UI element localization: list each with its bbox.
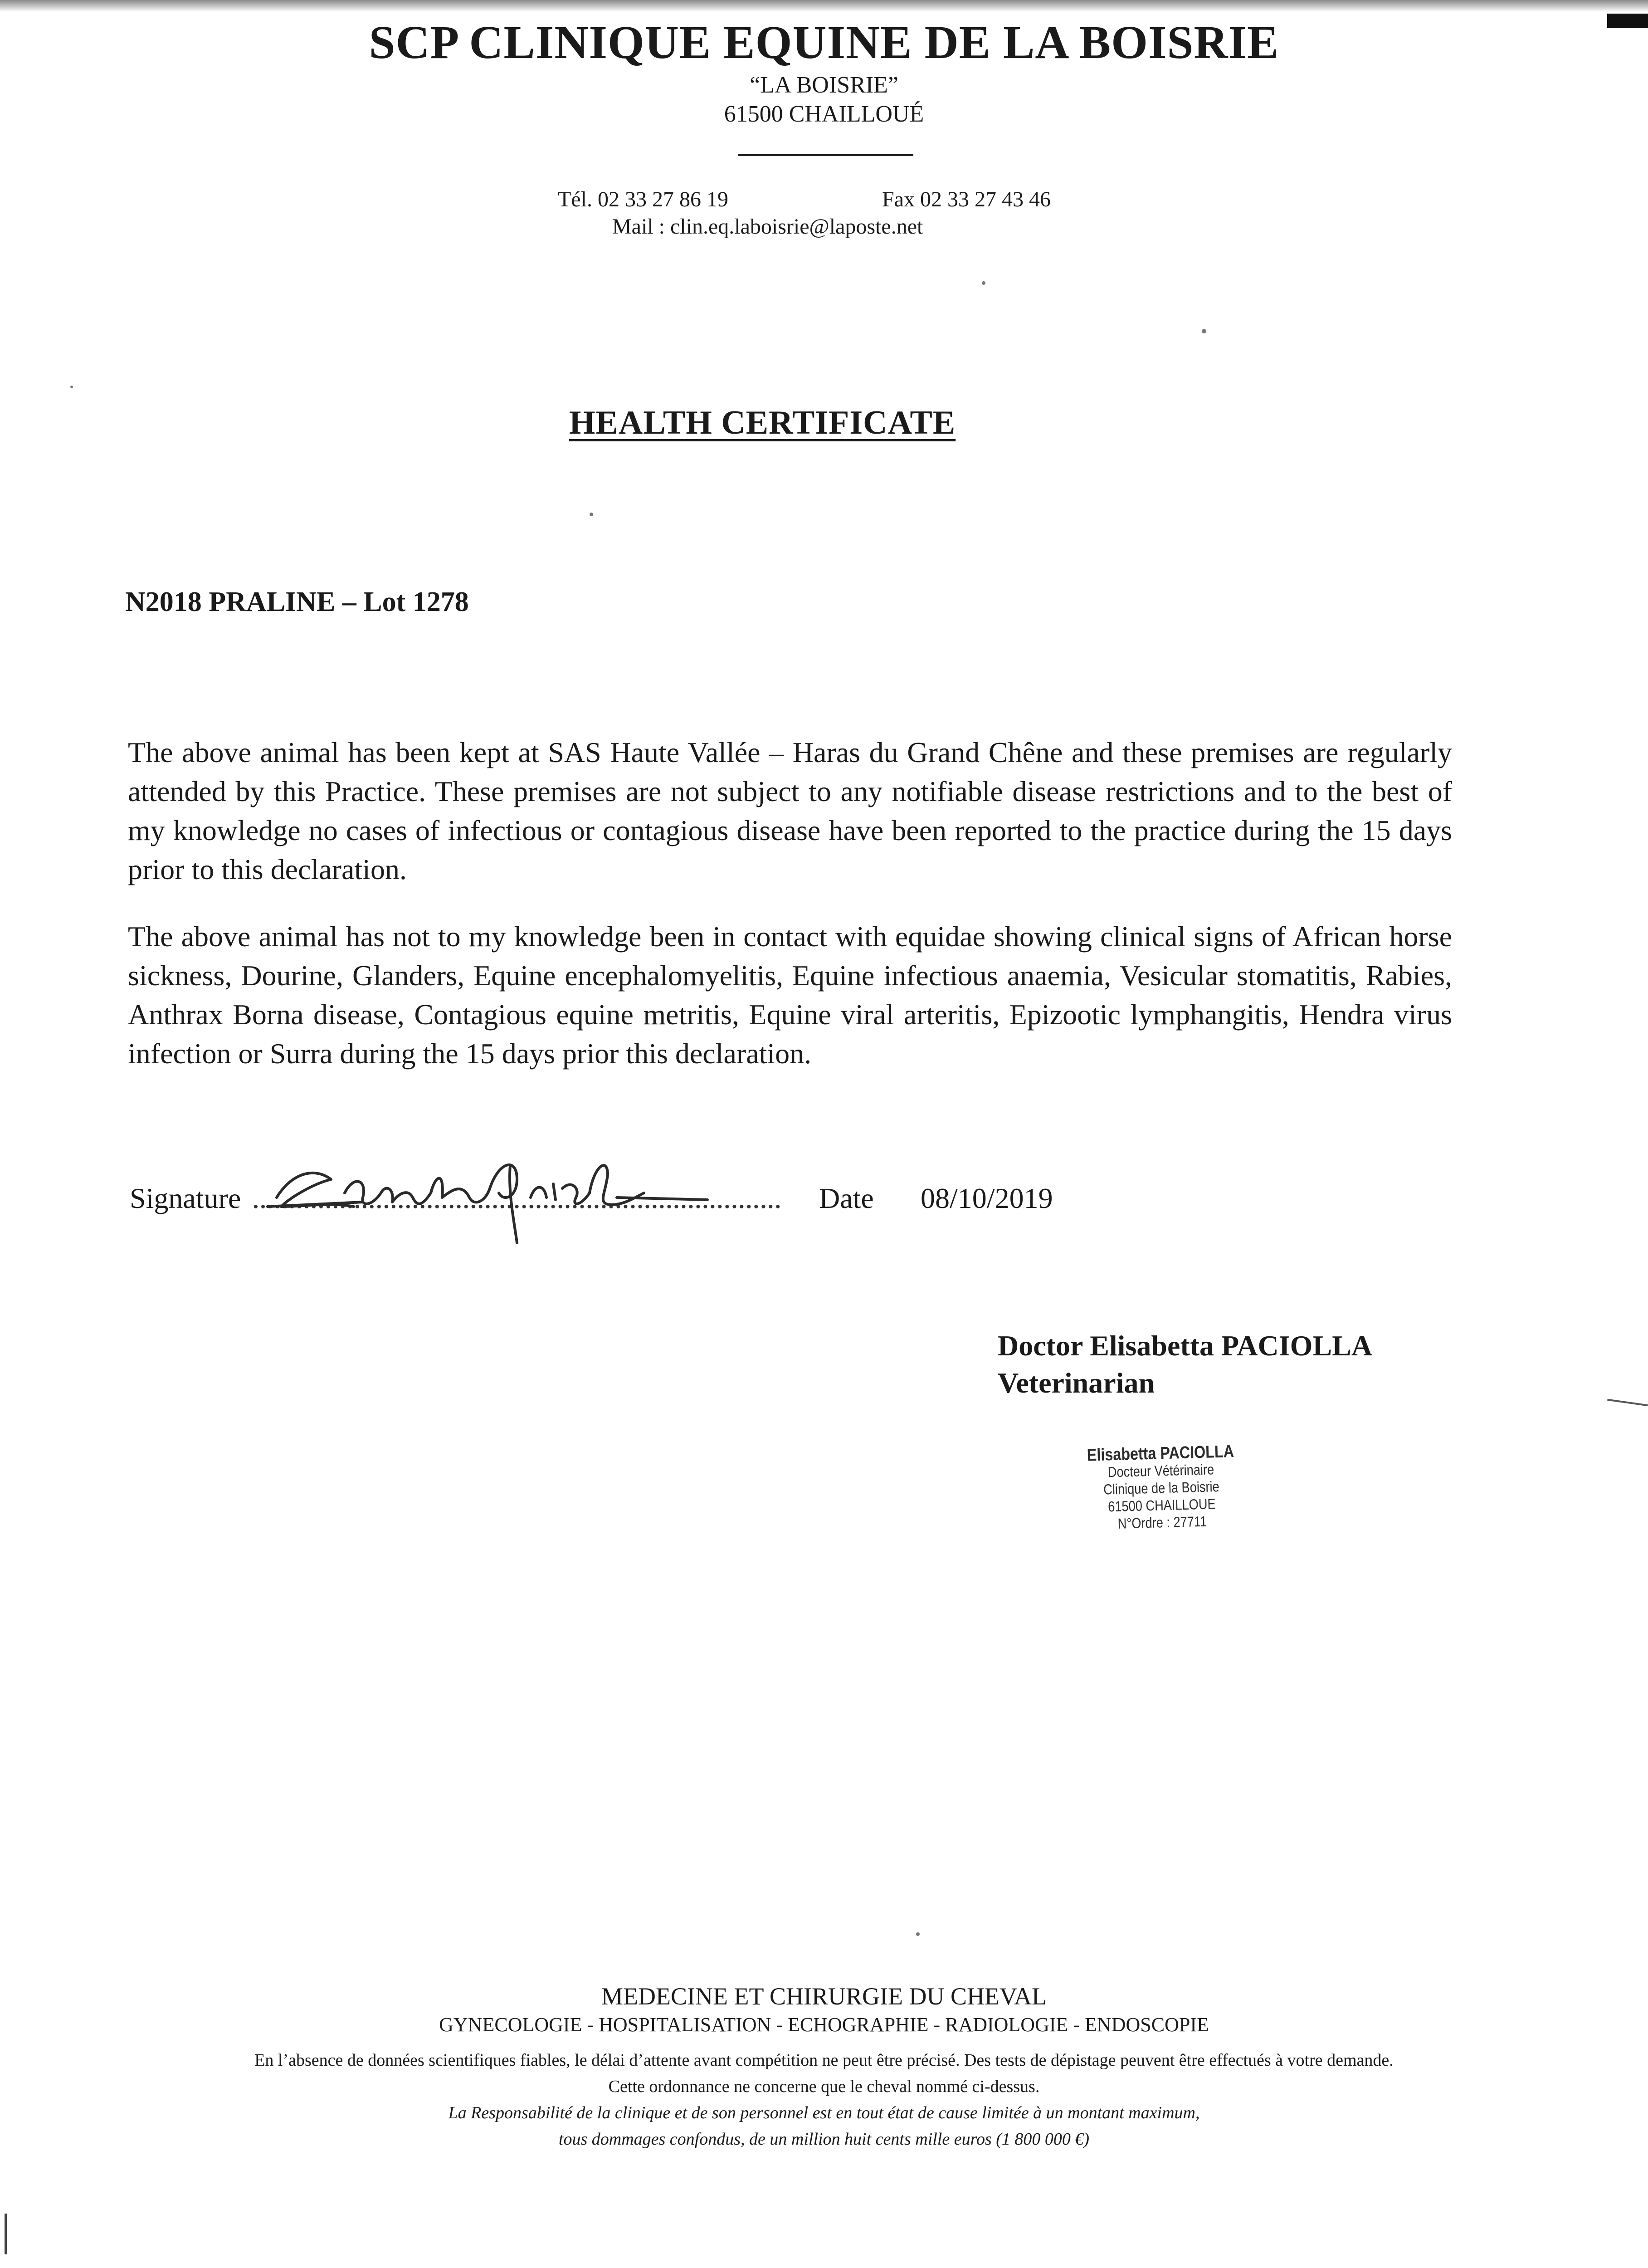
scan-speck (982, 281, 985, 285)
animal-identifier: N2018 PRALINE – Lot 1278 (125, 587, 469, 617)
clinic-location: “LA BOISRIE” (750, 72, 898, 98)
stamp-city: 61500 CHAILLOUE (1107, 1496, 1216, 1515)
scan-speck (70, 386, 73, 388)
stamp-title: Docteur Vétérinaire (1107, 1461, 1214, 1481)
body-paragraph-contact: The above animal has not to my knowledge been in contact with equidae showing clinical signs of African horse sickness, Dourine, Glanders, Equine encephalomyelitis, Equine infectious anaemia, Vesicular stomatitis, Rabies, Anthrax Borna disease, Contagious equine metritis, Equine viral arteritis, Epizootic lymphangitis, Hendra virus infection or Surra during the 15 days prior this declaration. (128, 920, 1452, 1070)
stamp-clinic: Clinique de la Boisrie (1103, 1478, 1220, 1498)
footer-services: GYNECOLOGIE - HOSPITALISATION - ECHOGRAPHIE - RADIOLOGIE - ENDOSCOPIE (439, 2014, 1209, 2036)
clinic-phone: Tél. 02 33 27 86 19 (558, 187, 728, 211)
scan-left-mark (5, 2214, 7, 2254)
date-value: 08/10/2019 (921, 1182, 1053, 1214)
signature-label: Signature (130, 1182, 241, 1214)
footer-liability-amount: tous dommages confondus, de un million huit cents mille euros (1 800 000 €) (558, 2130, 1090, 2149)
date-label: Date (819, 1182, 874, 1214)
clinic-fax: Fax 02 33 27 43 46 (882, 187, 1051, 211)
page-title: HEALTH CERTIFICATE (569, 404, 956, 441)
footer-prescription-note: Cette ordonnance ne concerne que le cheval nommé ci-dessus. (608, 2077, 1040, 2096)
body-paragraph-premises: The above animal has been kept at SAS Haute Vallée – Haras du Grand Chêne and these premises are regularly attended by this Practice. These premises are not subject to any notifiable disease restrictions and to the best of my knowledge no cases of infectious or contagious disease have been reported to the practice during the 15 days prior to this declaration. (128, 736, 1452, 885)
clinic-postal-city: 61500 CHAILLOUÉ (724, 101, 924, 127)
scan-right-dash (1607, 1399, 1648, 1406)
doctor-role: Veterinarian (998, 1367, 1155, 1399)
stamp-name: Elisabetta PACIOLLA (1087, 1442, 1234, 1465)
clinic-name: SCP CLINIQUE EQUINE DE LA BOISRIE (369, 16, 1279, 68)
scan-speck (916, 1932, 920, 1936)
footer-specialty: MEDECINE ET CHIRURGIE DU CHEVAL (601, 1983, 1047, 2010)
footer-liability: La Responsabilité de la clinique et de son personnel est en tout état de cause limitée à un montant maximum, (448, 2103, 1200, 2122)
stamp-order-number: N°Ordre : 27711 (1117, 1513, 1207, 1532)
doctor-name: Doctor Elisabetta PACIOLLA (998, 1330, 1373, 1362)
scan-speck (590, 513, 593, 516)
header-divider (738, 154, 913, 156)
handwritten-signature (263, 1139, 717, 1247)
scan-speck (1202, 329, 1206, 333)
scan-top-edge (0, 0, 1648, 12)
footer-notice: En l’absence de données scientifiques fiables, le délai d’attente avant compétition ne peut être précisé. Des tests de dépistage peuvent être effectués à votre demande. (254, 2051, 1394, 2070)
veterinary-stamp (1079, 1443, 1243, 1533)
clinic-email: Mail : clin.eq.laboisrie@laposte.net (612, 215, 923, 239)
